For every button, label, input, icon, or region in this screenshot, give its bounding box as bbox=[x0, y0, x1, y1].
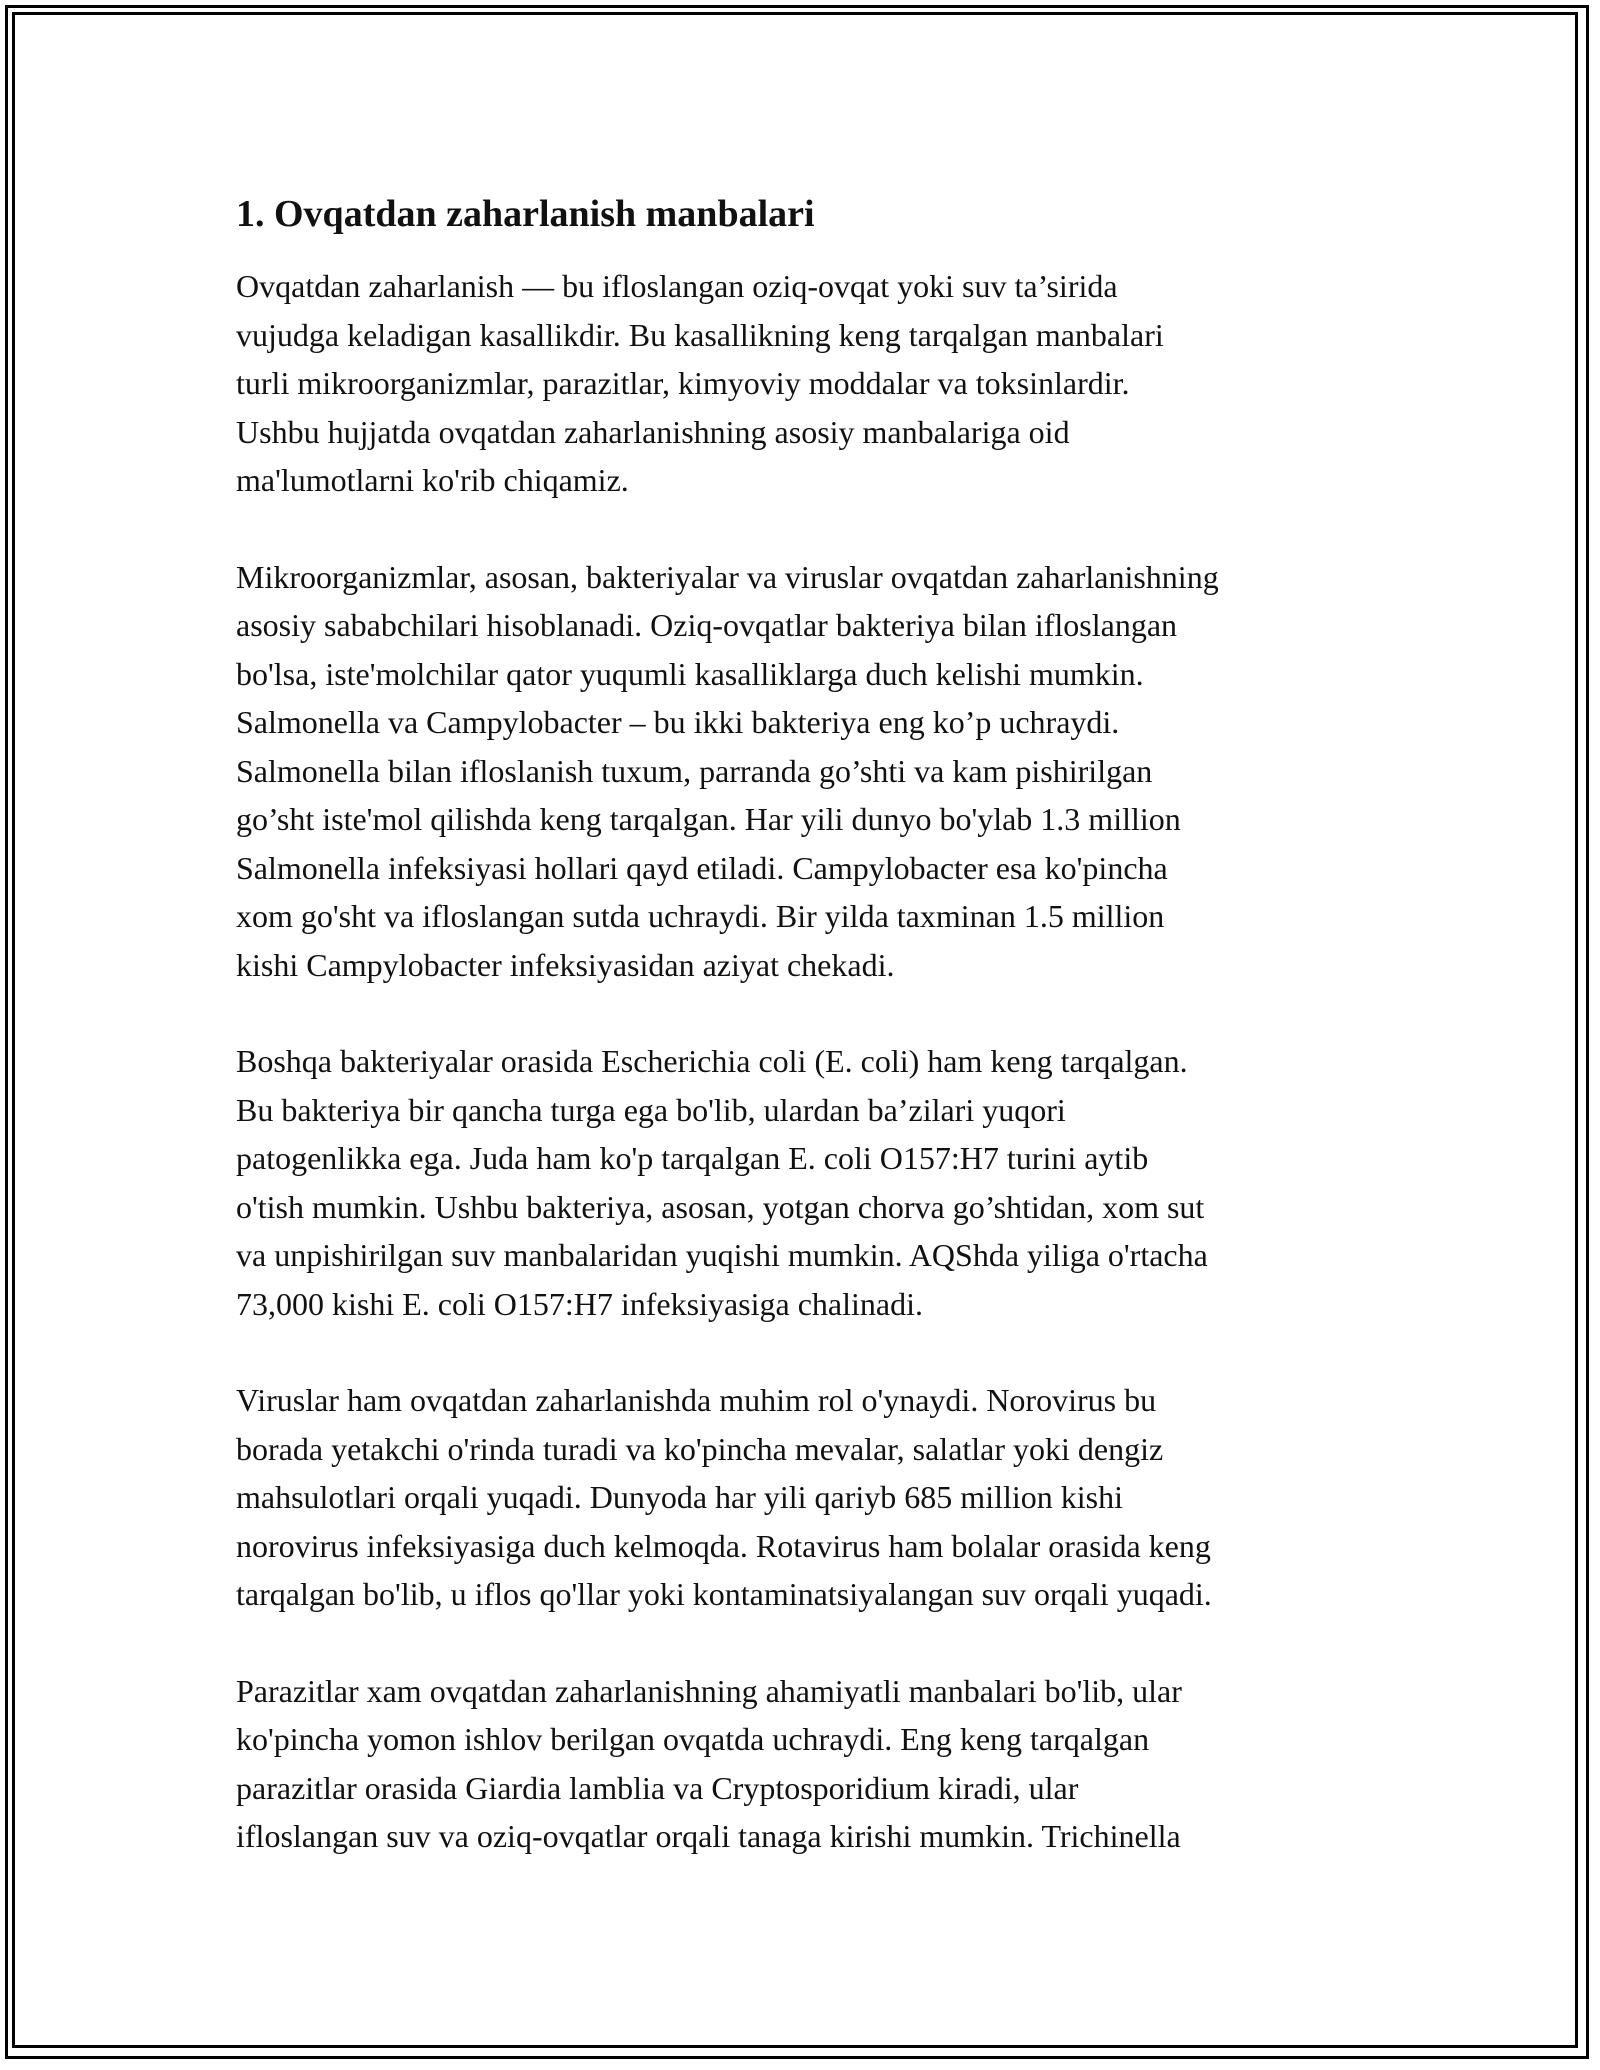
text-line: ifloslangan suv va oziq-ovqatlar orqali tanaga kirishi mumkin. Trichinella bbox=[236, 1818, 1181, 1854]
text-line: Salmonella va Campylobacter – bu ikki bakteriya eng ko’p uchraydi. bbox=[236, 704, 1120, 740]
text-line: mahsulotlari orqali yuqadi. Dunyoda har yili qariyb 685 million kishi bbox=[236, 1479, 1123, 1515]
text-line: xom go'sht va ifloslangan sutda uchraydi. Bir yilda taxminan 1.5 million bbox=[236, 898, 1165, 934]
text-line: Ovqatdan zaharlanish — bu ifloslangan oziq-ovqat yoki suv ta’sirida bbox=[236, 268, 1118, 304]
paragraph-parasites bbox=[236, 1667, 1376, 1861]
text-line: bo'lsa, iste'molchilar qator yuqumli kasalliklarga duch kelishi mumkin. bbox=[236, 655, 1144, 692]
text-line: patogenlikka ega. Juda ham ko'p tarqalgan E. coli O157:H7 turini aytib bbox=[236, 1140, 1149, 1176]
text-line: kishi Campylobacter infeksiyasidan aziyat chekadi. bbox=[236, 946, 895, 983]
text-line: Boshqa bakteriyalar orasida Escherichia coli (E. coli) ham keng tarqalgan. bbox=[236, 1043, 1188, 1079]
document-body bbox=[236, 188, 1376, 1909]
text-line: ko'pincha yomon ishlov berilgan ovqatda uchraydi. Eng keng tarqalgan bbox=[236, 1721, 1150, 1757]
document-title: 1. Ovqatdan zaharlanish manbalari bbox=[236, 193, 815, 235]
text-line: Salmonella bilan ifloslanish tuxum, parranda go’shti va kam pishirilgan bbox=[236, 752, 1153, 789]
text-line: ma'lumotlarni ko'rib chiqamiz. bbox=[236, 462, 629, 498]
text-line: Bu bakteriya bir qancha turga ega bo'lib, ulardan ba’zilari yuqori bbox=[236, 1091, 1066, 1128]
paragraph-intro bbox=[236, 262, 1376, 505]
paragraph-viruses bbox=[236, 1376, 1376, 1619]
text-line: Viruslar ham ovqatdan zaharlanishda muhim rol o'ynaydi. Norovirus bu bbox=[236, 1382, 1157, 1418]
text-line: asosiy sababchilari hisoblanadi. Oziq-ovqatlar bakteriya bilan ifloslangan bbox=[236, 607, 1178, 643]
text-line: Ushbu hujjatda ovqatdan zaharlanishning asosiy manbalariga oid bbox=[236, 413, 1070, 450]
text-line: borada yetakchi o'rinda turadi va ko'pincha mevalar, salatlar yoki dengiz bbox=[236, 1430, 1164, 1467]
text-line: norovirus infeksiyasiga duch kelmoqda. Rotavirus ham bolalar orasida keng bbox=[236, 1527, 1211, 1564]
text-line: o'tish mumkin. Ushbu bakteriya, asosan, yotgan chorva go’shtidan, xom sut bbox=[236, 1188, 1205, 1225]
paragraph-ecoli bbox=[236, 1037, 1376, 1328]
text-line: vujudga keladigan kasallikdir. Bu kasallikning keng tarqalgan manbalari bbox=[236, 316, 1164, 353]
text-line: Parazitlar xam ovqatdan zaharlanishning ahamiyatli manbalari bo'lib, ular bbox=[236, 1672, 1182, 1709]
text-line: Salmonella infeksiyasi hollari qayd etiladi. Campylobacter esa ko'pincha bbox=[236, 849, 1168, 886]
text-line: 73,000 kishi E. coli O157:H7 infeksiyasiga chalinadi. bbox=[236, 1285, 923, 1322]
text-line: Mikroorganizmlar, asosan, bakteriyalar va viruslar ovqatdan zaharlanishning bbox=[236, 558, 1219, 595]
text-line: tarqalgan bo'lib, u iflos qo'llar yoki kontaminatsiyalangan suv orqali yuqadi. bbox=[236, 1576, 1212, 1612]
text-line: parazitlar orasida Giardia lamblia va Cryptosporidium kiradi, ular bbox=[236, 1769, 1079, 1806]
text-line: va unpishirilgan suv manbalaridan yuqishi mumkin. AQShda yiliga o'rtacha bbox=[236, 1237, 1208, 1273]
text-line: turli mikroorganizmlar, parazitlar, kimyoviy moddalar va toksinlardir. bbox=[236, 365, 1130, 401]
text-line: go’sht iste'mol qilishda keng tarqalgan. Har yili dunyo bo'ylab 1.3 million bbox=[236, 801, 1181, 837]
paragraph-microorganisms bbox=[236, 553, 1376, 990]
